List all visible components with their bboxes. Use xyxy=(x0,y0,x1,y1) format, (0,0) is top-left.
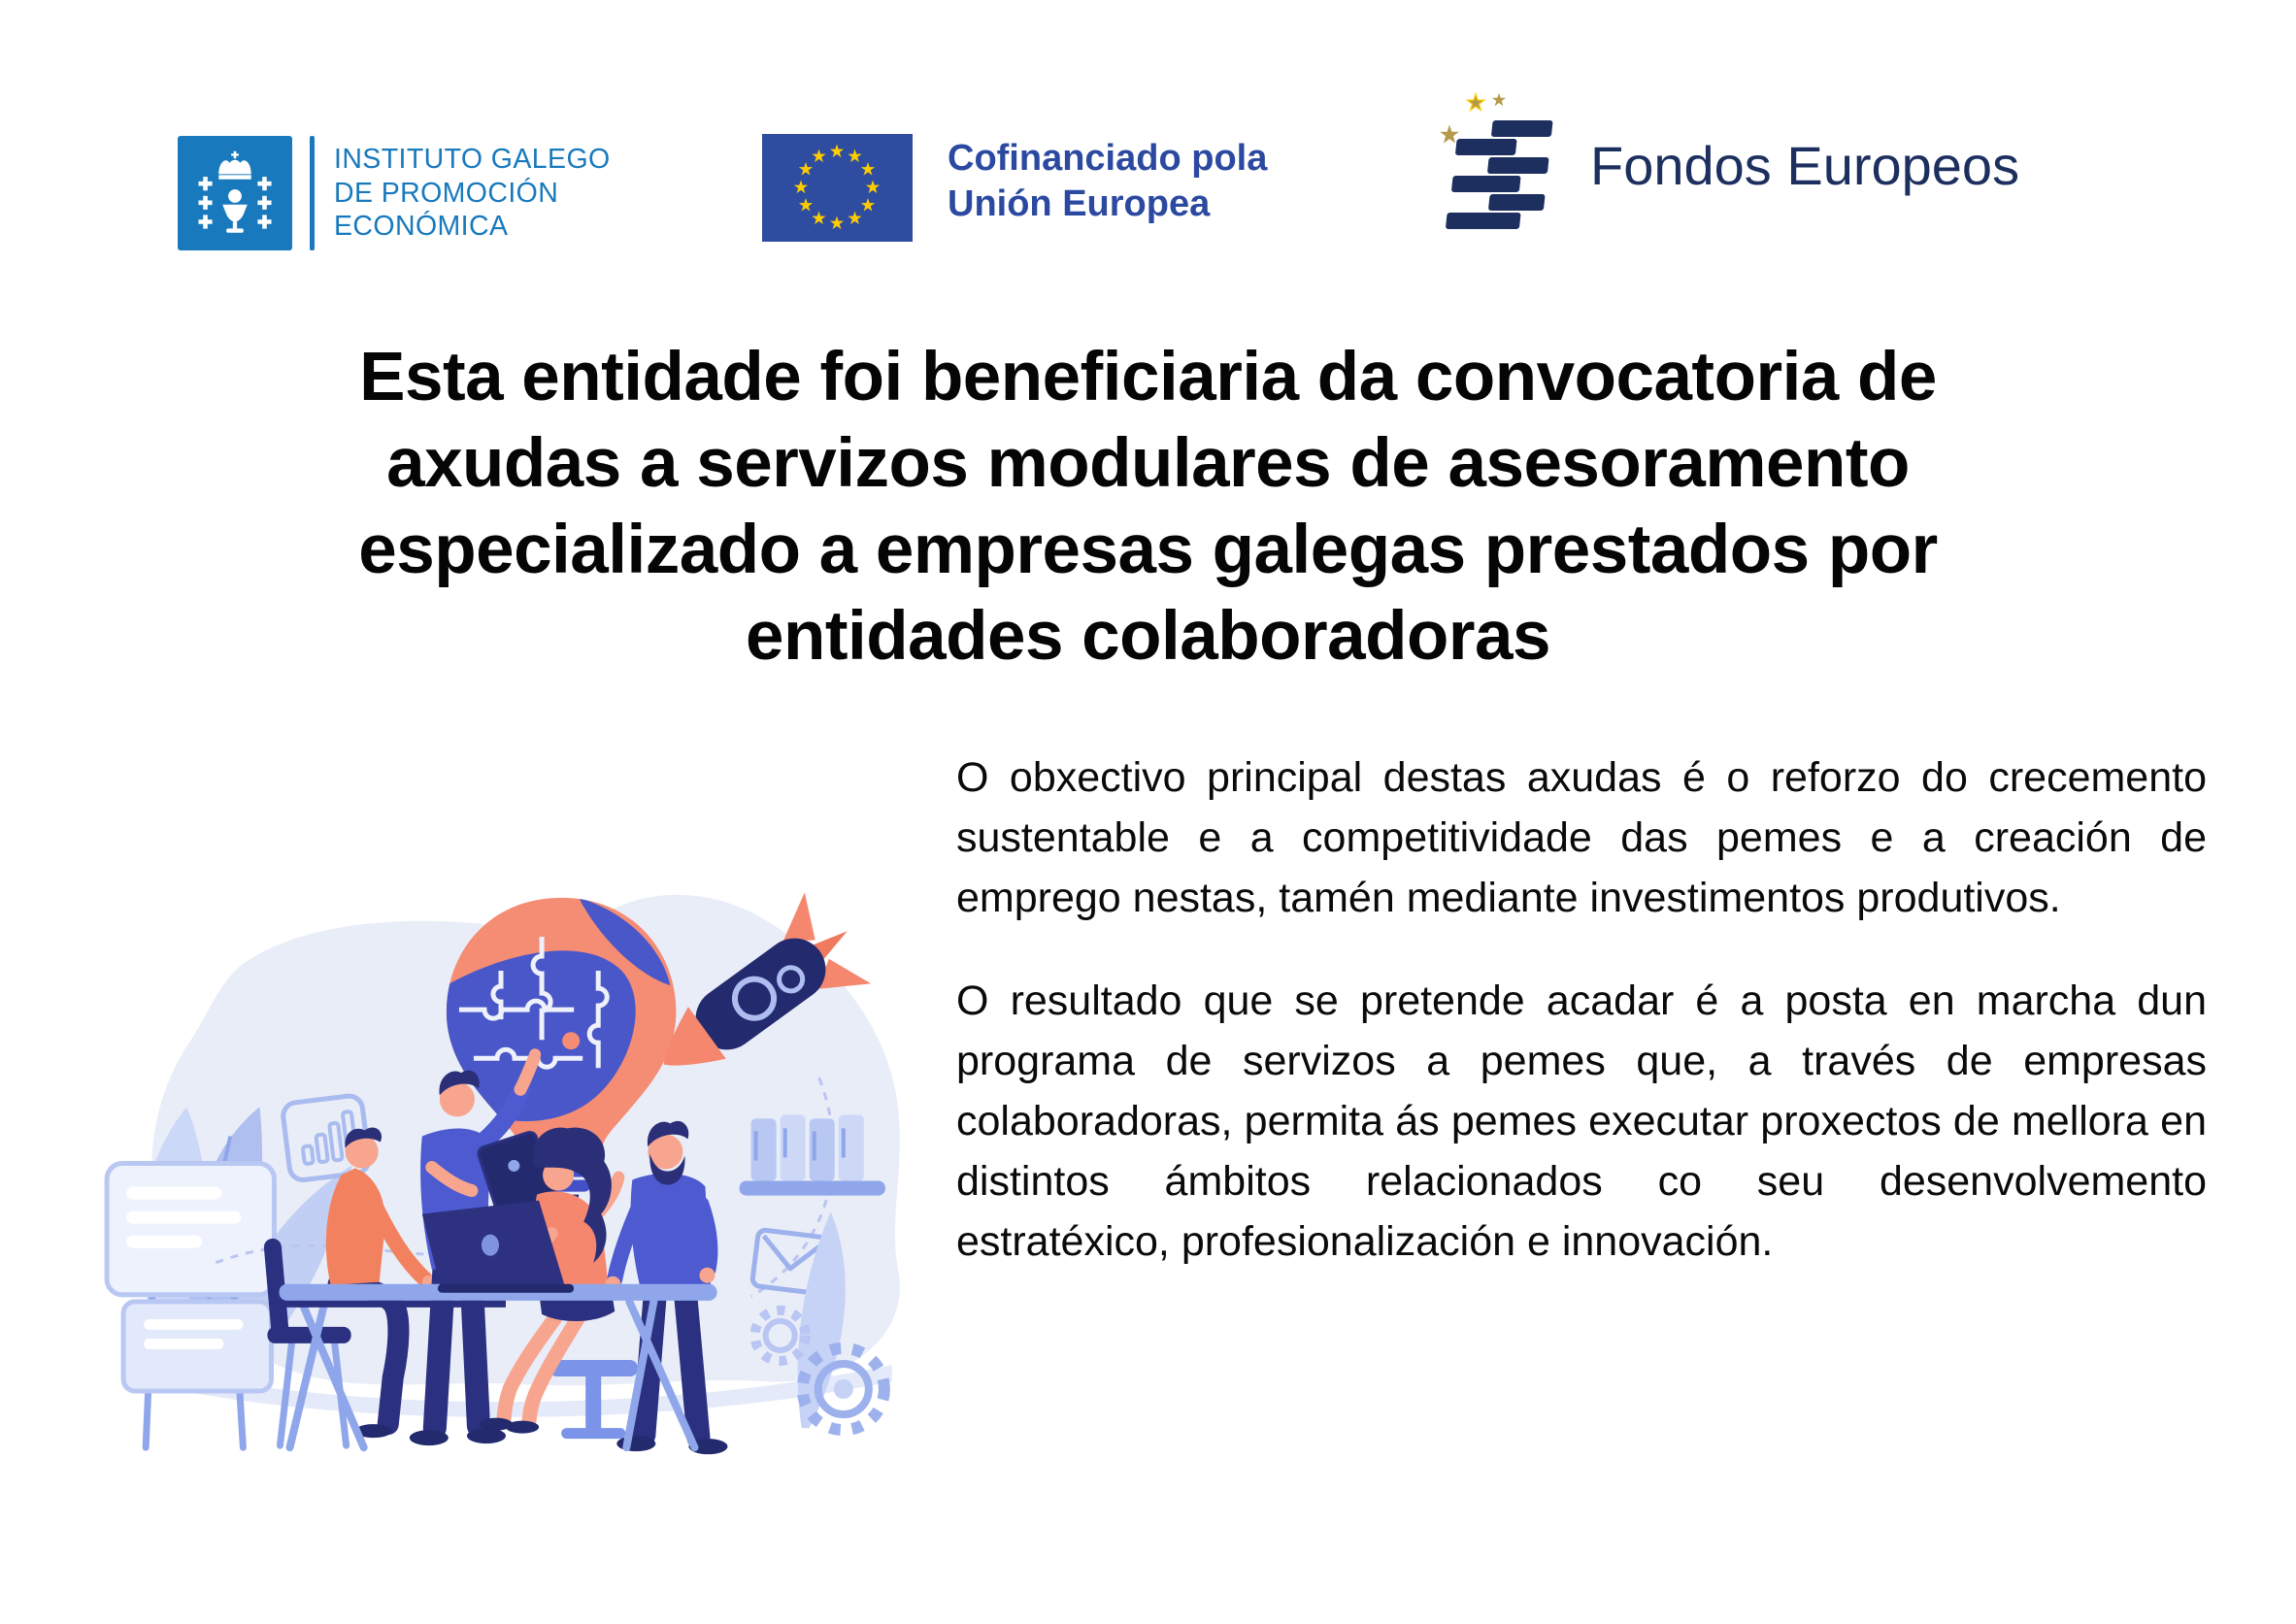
igape-name xyxy=(334,143,611,244)
teamwork-illustration xyxy=(70,843,936,1478)
page-title-line: Esta entidade foi beneficiaria da convocatoria de xyxy=(359,338,1937,415)
igape-name-line: INSTITUTO GALEGO xyxy=(334,144,611,176)
fondos-europeos-logo xyxy=(1435,89,2019,243)
eu-label-line: Unión Europea xyxy=(948,183,1211,224)
paragraph-objective: O obxectivo principal destas axudas é o reforzo do crecemento sustentable e a competitividade das pemes e a creación de emprego nestas, tamén mediante investimentos produtivos. xyxy=(956,754,2207,921)
eu-label-line: Cofinanciado pola xyxy=(948,138,1268,179)
eu-cofinanced-label xyxy=(948,136,1267,227)
page-title-line: axudas a servizos modulares de asesoramento xyxy=(386,424,1910,502)
fondos-europeos-label: Fondos Europeos xyxy=(1590,135,2020,196)
igape-divider xyxy=(310,136,315,250)
igape-name-line: DE PROMOCIÓN xyxy=(334,177,559,209)
paragraph-result: O resultado que se pretende acadar é a posta en marcha dun programa de servizos a pemes que, a través de empresas colaboradoras, permita ás pemes executar proxectos de mellora en distintos ámbitos relacionados co seu desenvolvemento estratéxico, profesionalización e innovación. xyxy=(956,978,2207,1265)
page-title xyxy=(149,334,2148,679)
shelf-binders xyxy=(740,1114,885,1195)
igape-logo xyxy=(178,136,611,250)
eu-cofinanced-logo xyxy=(762,134,1267,242)
eu-flag-icon xyxy=(762,134,913,242)
page-title-line: entidades colaboradoras xyxy=(746,597,1550,675)
body-text-column xyxy=(956,747,2207,1272)
page-title-line: especializado a empresas galegas prestados por xyxy=(358,511,1938,588)
igape-shield-icon xyxy=(178,136,292,250)
fondos-europeos-mark-icon xyxy=(1435,89,1565,243)
igape-name-line: ECONÓMICA xyxy=(334,211,509,243)
whiteboard xyxy=(107,1164,274,1448)
